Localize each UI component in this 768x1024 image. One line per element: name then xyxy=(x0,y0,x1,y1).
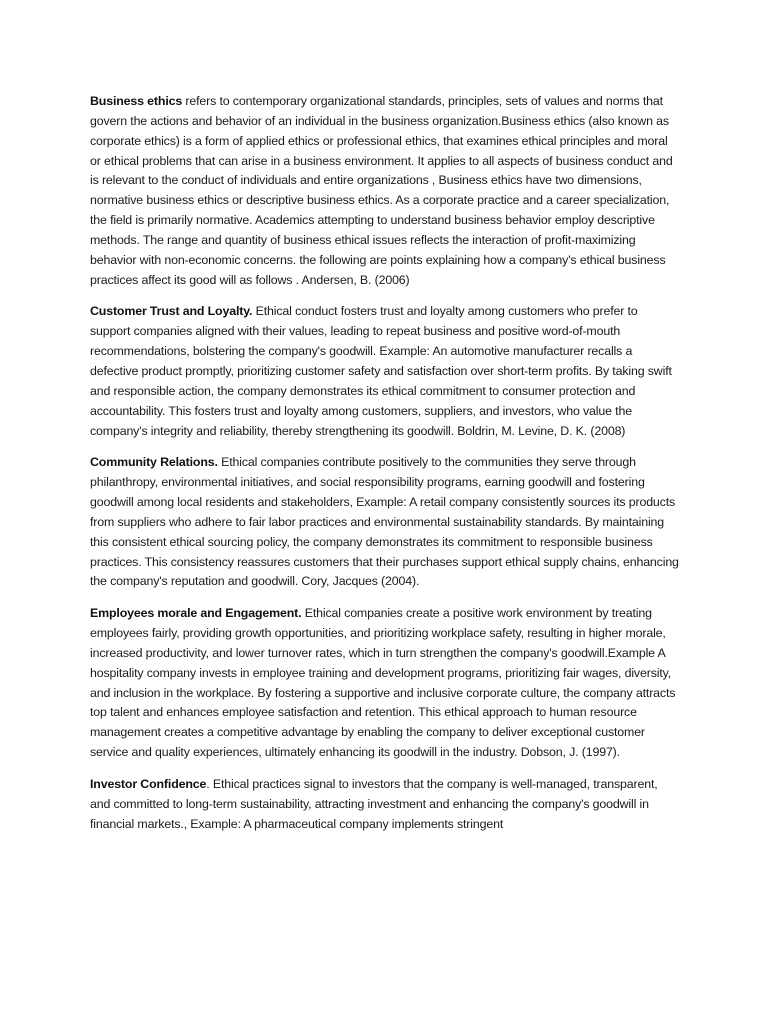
paragraph-heading: Employees morale and Engagement. xyxy=(90,606,302,621)
paragraph-employee-morale xyxy=(90,604,680,763)
paragraph-customer-trust xyxy=(90,302,680,441)
paragraph-heading: Investor Confidence xyxy=(90,777,207,791)
paragraph-text: . Ethical practices signal to investors that the company is well-managed, transparent, and committed to long-term sustainability, attracting investment and enhancing the company's goodwill in financial markets., Example: A pharmaceutical company implements stringent xyxy=(90,777,658,831)
paragraph-business-ethics xyxy=(90,92,680,290)
paragraph-investor-confidence xyxy=(90,775,680,835)
paragraph-community-relations xyxy=(90,453,680,592)
paragraph-text: Ethical companies contribute positively to the communities they serve through philanthropy, environmental initiatives, and social responsibility programs, earning goodwill and fostering goodwill among local residents and stakeholders, Example: A retail company consistently sources its products from suppliers who adhere to fair labor practices and environmental sustainability standards. By maintaining this consistent ethical sourcing policy, the company demonstrates its commitment to responsible business practices. This consistency reassures customers that their purchases support ethical supply chains, enhancing the company's reputation and goodwill. Cory, Jacques (2004). xyxy=(90,455,679,589)
paragraph-text: Ethical companies create a positive work environment by treating employees fairly, providing growth opportunities, and prioritizing workplace safety, resulting in higher morale, increased productivity, and lower turnover rates, which in turn strengthen the company's goodwill.Example A hospitality company invests in employee training and development programs, prioritizing fair wages, diversity, and inclusion in the workplace. By fostering a supportive and inclusive corporate culture, the company attracts top talent and enhances employee satisfaction and retention. This ethical approach to human resource management creates a competitive advantage by enabling the company to deliver exceptional customer service and quality experiences, ultimately enhancing its goodwill in the industry. Dobson, J. (1997). xyxy=(90,606,676,760)
document-body xyxy=(90,92,680,847)
paragraph-heading: Community Relations. xyxy=(90,455,218,470)
paragraph-text: Ethical conduct fosters trust and loyalty among customers who prefer to support companies aligned with their values, leading to repeat business and positive word-of-mouth recommendations, bolstering the company's goodwill. Example: An automotive manufacturer recalls a defective product promptly, prioritizing customer safety and satisfaction over short-term profits. By taking swift and responsible action, the company demonstrates its ethical commitment to consumer protection and accountability. This fosters trust and loyalty among customers, suppliers, and investors, who value the company's integrity and reliability, thereby strengthening its goodwill. Boldrin, M. Levine, D. K. (2008) xyxy=(90,304,672,438)
paragraph-heading: Business ethics xyxy=(90,94,183,108)
paragraph-heading: Customer Trust and Loyalty. xyxy=(90,304,253,319)
paragraph-text: refers to contemporary organizational standards, principles, sets of values and norms that govern the actions and behavior of an individual in the business organization.Business ethics (also known as corporate ethics) is a form of applied ethics or professional ethics, that examines ethical principles and moral or ethical problems that can arise in a business environment. It applies to all aspects of business conduct and is relevant to the conduct of individuals and entire organizations , Business ethics have two dimensions, normative business ethics or descriptive business ethics. As a corporate practice and a career specialization, the field is primarily normative. Academics attempting to understand business behavior employ descriptive methods. The range and quantity of business ethical issues reflects the interaction of profit-maximizing behavior with non-economic concerns. the following are points explaining how a company's ethical business practices affect its good will as follows . Andersen, B. (2006) xyxy=(90,94,673,287)
